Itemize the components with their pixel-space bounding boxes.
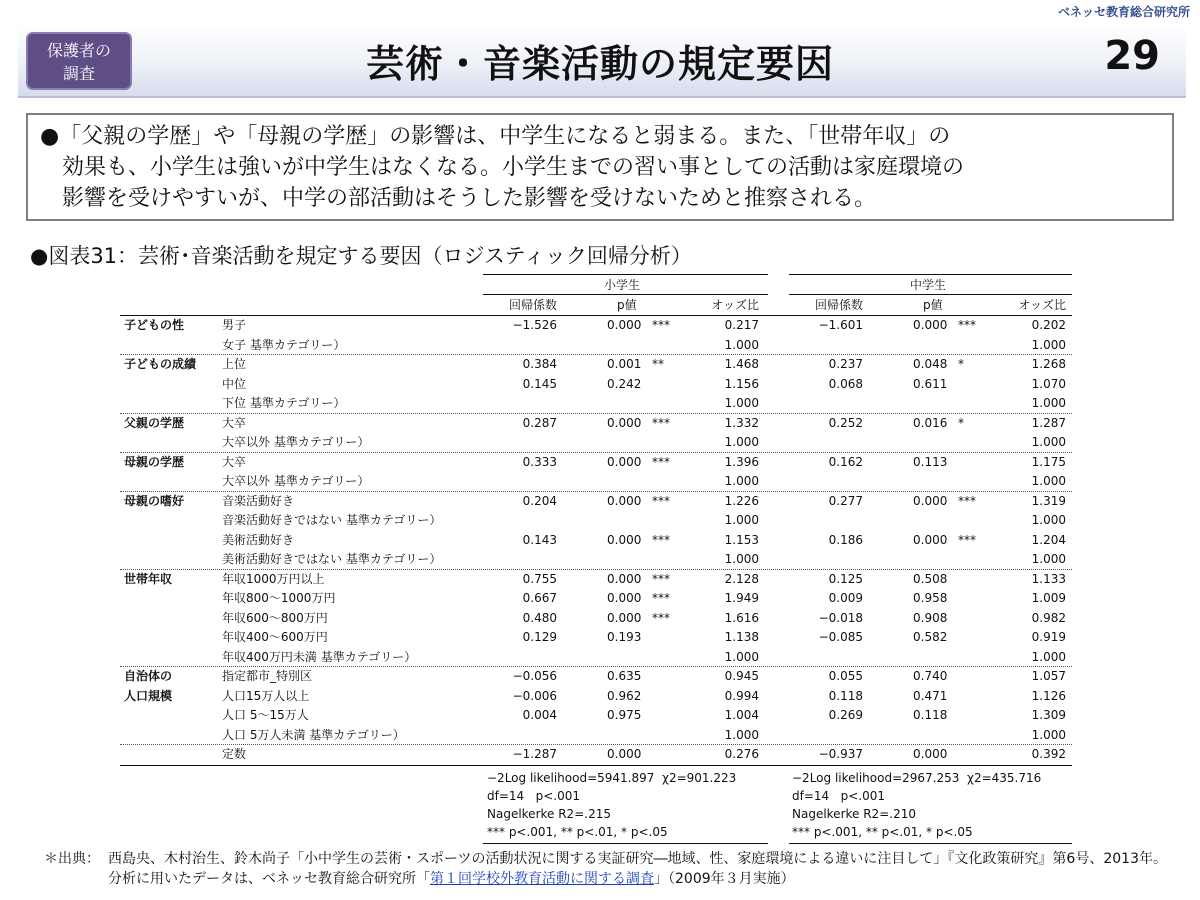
- coef-value: 0.333: [522, 454, 557, 469]
- p-value: 0.118: [913, 708, 948, 722]
- coef-value: −1.526: [512, 318, 557, 332]
- p-value: 0.740: [913, 669, 948, 683]
- odds-ratio: 1.057: [1031, 669, 1066, 683]
- col-header-coef-junior: 回帰係数: [814, 298, 863, 312]
- coef-value: 0.277: [828, 493, 863, 508]
- group-separator: [120, 413, 1072, 414]
- odds-ratio: 1.070: [1031, 376, 1066, 391]
- odds-ratio: 1.004: [724, 708, 759, 722]
- source-label: ＊出典：: [44, 851, 100, 867]
- p-value: 0.113: [913, 454, 948, 469]
- p-value: 0.000: [913, 318, 948, 332]
- p-value: 0.242: [607, 376, 642, 391]
- row-item: 美術活動好きではない 基準カテゴリー）: [222, 552, 442, 566]
- group-header-junior: 中学生: [910, 278, 947, 292]
- coef-value: 0.384: [522, 357, 557, 371]
- odds-ratio: 1.000: [724, 396, 759, 410]
- row-category: 母親の学歴: [124, 454, 185, 469]
- odds-ratio: 0.945: [724, 669, 759, 683]
- col-header-odds-junior: オッズ比: [1018, 298, 1066, 312]
- p-value: 0.000: [607, 415, 642, 430]
- p-value: 0.958: [913, 591, 948, 605]
- bullet: ●: [40, 124, 60, 149]
- p-value: 0.908: [913, 610, 948, 625]
- group-rule-elementary: [483, 294, 768, 295]
- p-value: 0.001: [607, 357, 642, 371]
- odds-ratio: 1.287: [1031, 415, 1066, 430]
- coef-value: 0.143: [522, 532, 557, 547]
- odds-ratio: 1.332: [724, 415, 759, 430]
- coef-value: 0.287: [522, 415, 557, 430]
- group-header-elementary: 小学生: [604, 278, 641, 292]
- col-header-odds-elementary: オッズ比: [711, 298, 759, 312]
- p-value: 0.962: [607, 688, 642, 703]
- significance-stars: ***: [958, 532, 976, 547]
- row-category: 人口規模: [124, 688, 173, 703]
- coef-value: −0.018: [818, 610, 863, 625]
- page-title: 芸術・音楽活動の規定要因: [365, 42, 834, 86]
- coef-value: −1.601: [818, 318, 863, 332]
- odds-ratio: 1.468: [724, 357, 759, 371]
- significance-stars: ***: [958, 493, 976, 508]
- p-value: 0.508: [913, 571, 948, 586]
- coef-value: 0.068: [828, 376, 863, 391]
- coef-value: 0.004: [522, 708, 557, 722]
- p-value: 0.193: [607, 630, 642, 644]
- p-value: 0.000: [913, 532, 948, 547]
- coef-value: −1.287: [512, 747, 557, 761]
- odds-ratio: 1.000: [1031, 727, 1066, 742]
- odds-ratio: 1.000: [1031, 649, 1066, 664]
- p-value: 0.471: [913, 688, 948, 703]
- odds-ratio: 0.919: [1031, 630, 1066, 644]
- significance-stars: **: [652, 357, 664, 371]
- row-item: 年収800～1000万円: [222, 591, 336, 605]
- odds-ratio: 1.126: [1031, 688, 1066, 703]
- row-item: 下位 基準カテゴリー）: [222, 396, 346, 410]
- group-rule-junior: [789, 294, 1072, 295]
- p-value: 0.635: [607, 669, 642, 683]
- odds-ratio: 1.000: [724, 649, 759, 664]
- summary-line-3: 影響を受けやすいが、中学の部活動はそうした影響を受けないためと推察される。: [62, 186, 877, 211]
- source-text: 西島央、木村治生、鈴木尚子「小中学生の芸術・スポーツの活動状況に関する実証研究―地域、性、家庭環境による違いに注目して」『文化政策研究』第6号、2013年。分析に用いたデータは、ベネッセ教育総合研究所「第１回学校外教育活動に関する調査」（2009年３月実施）: [108, 851, 1167, 887]
- odds-ratio: 1.000: [724, 513, 759, 527]
- p-value: 0.000: [607, 318, 642, 332]
- odds-ratio: 0.276: [724, 747, 759, 761]
- significance-stars: ***: [652, 532, 670, 547]
- survey-type-badge: 保護者の 調査: [26, 32, 132, 90]
- coef-value: 0.055: [828, 669, 863, 683]
- p-value: 0.000: [607, 747, 642, 761]
- row-item: 人口 5万人未満 基準カテゴリー）: [222, 727, 405, 742]
- coef-value: 0.204: [522, 493, 557, 508]
- row-item: 大卒以外 基準カテゴリー）: [222, 435, 370, 449]
- odds-ratio: 0.392: [1031, 747, 1066, 761]
- coef-value: 0.118: [828, 688, 863, 703]
- odds-ratio: 1.949: [724, 591, 759, 605]
- col-header-coef-elementary: 回帰係数: [508, 298, 557, 312]
- row-item: 女子 基準カテゴリー）: [222, 337, 346, 352]
- row-item: 指定都市_特別区: [222, 669, 313, 683]
- odds-ratio: 1.156: [724, 376, 759, 391]
- odds-ratio: 0.217: [724, 318, 759, 332]
- table-bottom-rule: [120, 765, 1072, 766]
- significance-stars: ***: [652, 610, 670, 625]
- col-header-p-elementary: p値: [617, 298, 637, 312]
- row-item: 大卒以外 基準カテゴリー）: [222, 474, 370, 488]
- figure-title: ●図表31：芸術･音楽活動を規定する要因（ロジスティック回帰分析）: [30, 244, 692, 268]
- odds-ratio: 1.319: [1031, 493, 1066, 508]
- odds-ratio: 1.138: [724, 630, 759, 644]
- row-item: 年収600～800万円: [222, 610, 328, 625]
- p-value: 0.000: [607, 591, 642, 605]
- row-category: 自治体の: [124, 669, 173, 683]
- odds-ratio: 1.000: [724, 552, 759, 566]
- p-value: 0.000: [607, 493, 642, 508]
- row-item: 大卒: [222, 415, 247, 430]
- significance-stars: *: [958, 415, 964, 430]
- group-separator: [120, 744, 1072, 745]
- p-value: 0.016: [913, 415, 948, 430]
- odds-ratio: 1.616: [724, 610, 759, 625]
- odds-ratio: 1.133: [1031, 571, 1066, 586]
- row-item: 音楽活動好き: [222, 493, 295, 508]
- col-header-p-junior: p値: [923, 298, 943, 312]
- coef-value: 0.162: [828, 454, 863, 469]
- odds-ratio: 1.009: [1031, 591, 1066, 605]
- row-category: 子どもの性: [124, 318, 185, 332]
- row-category: 世帯年収: [124, 571, 173, 586]
- coef-value: −0.006: [512, 688, 557, 703]
- coef-value: 0.186: [828, 532, 863, 547]
- odds-ratio: 1.268: [1031, 357, 1066, 371]
- row-item: 中位: [222, 376, 247, 391]
- table-top-rule-junior: [789, 274, 1072, 275]
- organization-name: ベネッセ教育総合研究所: [1057, 5, 1190, 19]
- coef-value: 0.129: [522, 630, 557, 644]
- coef-value: −0.056: [512, 669, 557, 683]
- odds-ratio: 1.000: [724, 435, 759, 449]
- significance-stars: ***: [652, 571, 670, 586]
- row-item: 音楽活動好きではない 基準カテゴリー）: [222, 513, 442, 527]
- summary-line-2: 効果も、小学生は強いが中学生はなくなる。小学生までの習い事としての活動は家庭環境の: [62, 155, 965, 180]
- group-separator: [120, 354, 1072, 355]
- significance-stars: ***: [958, 318, 976, 332]
- row-item: 美術活動好き: [222, 532, 295, 547]
- row-item: 定数: [222, 747, 247, 761]
- table-top-rule-elementary: [483, 274, 768, 275]
- odds-ratio: 1.000: [724, 474, 759, 488]
- p-value: 0.000: [913, 493, 948, 508]
- odds-ratio: 1.000: [1031, 435, 1066, 449]
- odds-ratio: 1.000: [1031, 396, 1066, 410]
- odds-ratio: 1.309: [1031, 708, 1066, 722]
- coef-value: 0.667: [522, 591, 557, 605]
- stats-bottom-rule-elementary: [483, 843, 768, 844]
- row-item: 男子: [222, 318, 247, 332]
- coef-value: 0.125: [828, 571, 863, 586]
- odds-ratio: 1.000: [1031, 474, 1066, 488]
- odds-ratio: 1.000: [1031, 513, 1066, 527]
- odds-ratio: 1.175: [1031, 454, 1066, 469]
- odds-ratio: 0.202: [1031, 318, 1066, 332]
- p-value: 0.000: [913, 747, 948, 761]
- p-value: 0.582: [913, 630, 948, 644]
- survey-link[interactable]: 第１回学校外教育活動に関する調査: [430, 871, 654, 887]
- row-item: 人口15万人以上: [222, 688, 310, 703]
- p-value: 0.048: [913, 357, 948, 371]
- significance-stars: ***: [652, 415, 670, 430]
- row-category: 父親の学歴: [124, 415, 185, 430]
- coef-value: 0.269: [828, 708, 863, 722]
- significance-stars: ***: [652, 493, 670, 508]
- page-number: 29: [1104, 33, 1160, 79]
- row-category: 母親の嗜好: [124, 493, 185, 508]
- group-separator: [120, 452, 1072, 453]
- coef-value: 0.755: [522, 571, 557, 586]
- odds-ratio: 1.000: [1031, 337, 1066, 352]
- row-item: 年収400～600万円: [222, 630, 328, 644]
- p-value: 0.000: [607, 571, 642, 586]
- p-value: 0.975: [607, 708, 642, 722]
- stats-bottom-rule-junior: [789, 843, 1072, 844]
- odds-ratio: 1.000: [1031, 552, 1066, 566]
- odds-ratio: 1.204: [1031, 532, 1066, 547]
- odds-ratio: 1.396: [724, 454, 759, 469]
- significance-stars: ***: [652, 454, 670, 469]
- odds-ratio: 0.994: [724, 688, 759, 703]
- model-stats-junior: −2Log likelihood=2967.253 χ2=435.716 df=14 p<.001 Nagelkerke R2=.210 *** p<.001, ** p<.01, * p<.05: [792, 770, 1042, 839]
- coef-value: 0.145: [522, 376, 557, 391]
- group-separator: [120, 666, 1072, 667]
- odds-ratio: 0.982: [1031, 610, 1066, 625]
- p-value: 0.000: [607, 610, 642, 625]
- p-value: 0.000: [607, 532, 642, 547]
- significance-stars: *: [958, 357, 964, 371]
- row-item: 上位: [222, 357, 247, 371]
- significance-stars: ***: [652, 591, 670, 605]
- row-item: 年収400万円未満 基準カテゴリー）: [222, 649, 417, 664]
- odds-ratio: 1.000: [724, 337, 759, 352]
- coef-value: 0.009: [828, 591, 863, 605]
- odds-ratio: 1.000: [724, 727, 759, 742]
- row-category: 子どもの成績: [124, 357, 197, 371]
- coef-value: 0.480: [522, 610, 557, 625]
- model-stats-elementary: −2Log likelihood=5941.897 χ2=901.223 df=14 p<.001 Nagelkerke R2=.215 *** p<.001, ** p<.01, * p<.05: [487, 770, 737, 839]
- row-item: 大卒: [222, 454, 247, 469]
- group-separator: [120, 491, 1072, 492]
- odds-ratio: 1.153: [724, 532, 759, 547]
- p-value: 0.000: [607, 454, 642, 469]
- coef-value: 0.252: [828, 415, 863, 430]
- row-item: 人口 5～15万人: [222, 708, 309, 722]
- coef-value: −0.085: [818, 630, 863, 644]
- p-value: 0.611: [913, 376, 948, 391]
- significance-stars: ***: [652, 318, 670, 332]
- odds-ratio: 1.226: [724, 493, 759, 508]
- summary-line-1: ●「父親の学歴」や「母親の学歴」の影響は、中学生になると弱まる。また、「世帯年収」の: [40, 124, 951, 149]
- coef-value: −0.937: [818, 747, 863, 761]
- group-separator: [120, 569, 1072, 570]
- row-item: 年収1000万円以上: [222, 571, 325, 586]
- coef-value: 0.237: [828, 357, 863, 371]
- odds-ratio: 2.128: [724, 571, 759, 586]
